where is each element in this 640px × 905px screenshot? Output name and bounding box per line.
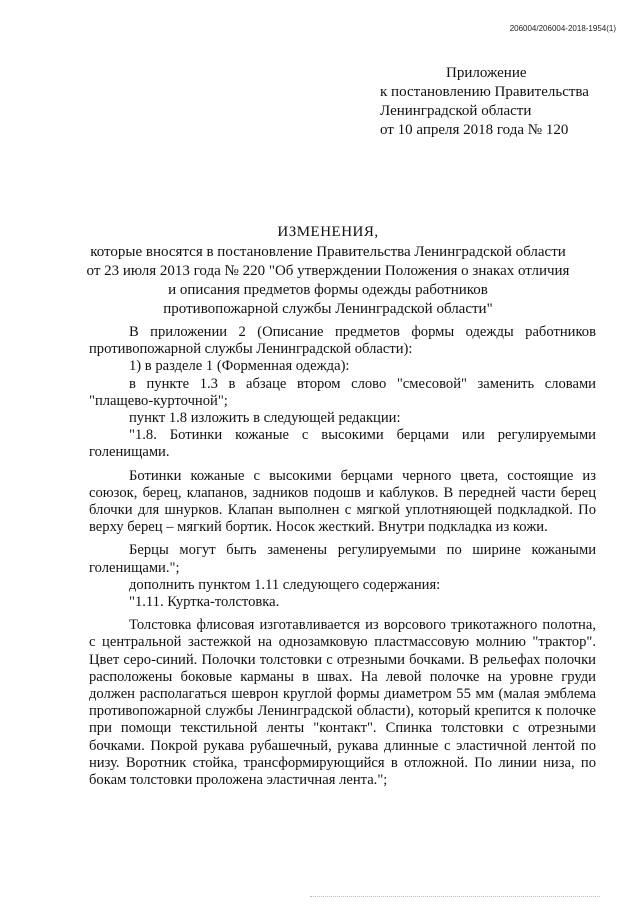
document-title-block [60,223,596,319]
paragraph: в пункте 1.3 в абзаце втором слово "смесовой" заменить словами "плащево-курточной"; [89,375,596,409]
title-line: от 23 июля 2013 года № 220 "Об утверждении Положения о знаках отличия [86,263,570,279]
title-line: противопожарной службы Ленинградской области" [163,301,493,317]
paragraph: 1) в разделе 1 (Форменная одежда): [129,358,350,375]
paragraph: В приложении 2 (Описание предметов формы одежды работников противопожарной службы Ленинградской области): [89,324,596,358]
appendix-line: Ленинградской области [380,103,532,119]
paragraph: Берцы могут быть заменены регулируемыми по ширине кожаными голенищами."; [89,542,596,576]
appendix-line: к постановлению Правительства [380,84,589,100]
title-line: которые вносятся в постановление Правительства Ленинградской области [90,244,566,260]
paragraph: пункт 1.8 изложить в следующей редакции: [129,410,401,427]
paragraph: дополнить пунктом 1.11 следующего содержания: [129,576,441,593]
document-id: 206004/206004-2018-1954(1) [509,24,616,33]
appendix-block [380,64,630,140]
document-body [89,324,596,789]
paragraph: "1.11. Куртка-толстовка. [129,594,280,611]
paragraph: "1.8. Ботинки кожаные с высокими берцами или регулируемыми голенищами. [89,427,596,461]
paragraph: Ботинки кожаные с высокими берцами черного цвета, состоящие из союзок, берец, клапанов, задников подошв и каблуков. В передней части берец блочки для шнурков. Клапан выполнен с мягкой уплотняющей подкладкой. По верху берец – мягкий бортик. Носок жесткий. Внутри подкладка из кожи. [89,467,596,536]
document-heading: ИЗМЕНЕНИЯ, [277,224,379,240]
paragraph: Толстовка флисовая изготавливается из ворсового трикотажного полотна, с центральной застежкой на однозамковую пластмассовую молнию "трактор". Цвет серо-синий. Полочки толстовки с отрезными бочками. В рельефах полочки расположены боковые карманы в швах. На левой полочке на уровне груди должен располагаться шеврон круглой формы диаметром 55 мм (малая эмблема противопожарной службы Ленинградской области), который крепится к полочке при помощи текстильной ленты "контакт". Спинка толстовки с отрезными бочками. Покрой рукава рубашечный, рукава длинные с эластичной лентой по низу. Воротник стойка, трансформирующийся в отложной. По линии низа, по бокам толстовки проложена эластичная лента."; [89,617,596,789]
appendix-date: от 10 апреля 2018 года № 120 [380,122,569,138]
scan-artifact [310,894,600,897]
appendix-title: Приложение [446,65,527,81]
title-line: и описания предметов формы одежды работников [168,282,488,298]
